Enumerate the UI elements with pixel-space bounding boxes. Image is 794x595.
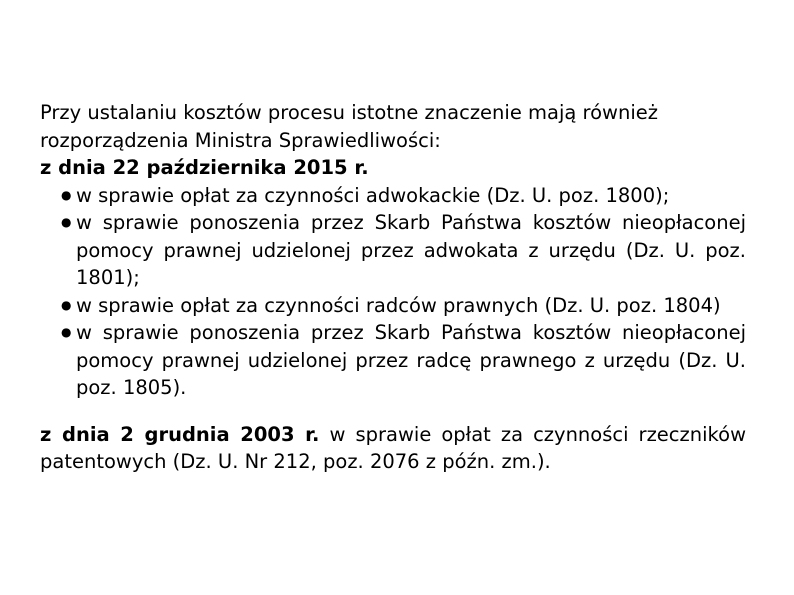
- section2-text: w sprawie opłat za czynności rzeczników patentowych (Dz. U. Nr 212, poz. 2076 z późn. zm.).: [40, 422, 747, 473]
- bullet-icon: ●: [61, 187, 72, 202]
- bullet-icon: ●: [61, 297, 72, 312]
- list-item-text: w sprawie ponoszenia przez Skarb Państwa kosztów nieopłaconej pomocy prawnej udzielonej przez radcę prawnego z urzędu (Dz. U. poz. 1805).: [76, 321, 746, 399]
- intro-paragraph: Przy ustalaniu kosztów procesu istotne znaczenie mają również rozporządzenia Ministra Sprawiedliwości:: [40, 101, 659, 152]
- section2-date: z dnia 2 grudnia 2003 r.: [40, 422, 320, 446]
- list-item: [40, 319, 746, 402]
- section2-paragraph: [40, 421, 746, 476]
- section1-date: z dnia 22 października 2015 r.: [40, 156, 369, 179]
- list-item-text: w sprawie opłat za czynności adwokackie (Dz. U. poz. 1800);: [76, 183, 670, 207]
- list-item: [40, 209, 746, 292]
- bullet-icon: ●: [61, 325, 72, 339]
- list-item-text: w sprawie ponoszenia przez Skarb Państwa kosztów nieopłaconej pomocy prawnej udzielonej przez adwokata z urzędu (Dz. U. poz. 1801);: [76, 211, 746, 289]
- regulation-list: [40, 182, 746, 402]
- list-item: [40, 292, 746, 320]
- bullet-icon: ●: [61, 215, 72, 229]
- list-item: [40, 182, 746, 210]
- slide-content: [40, 99, 746, 476]
- list-item-text: w sprawie opłat za czynności radców prawnych (Dz. U. poz. 1804): [76, 293, 721, 317]
